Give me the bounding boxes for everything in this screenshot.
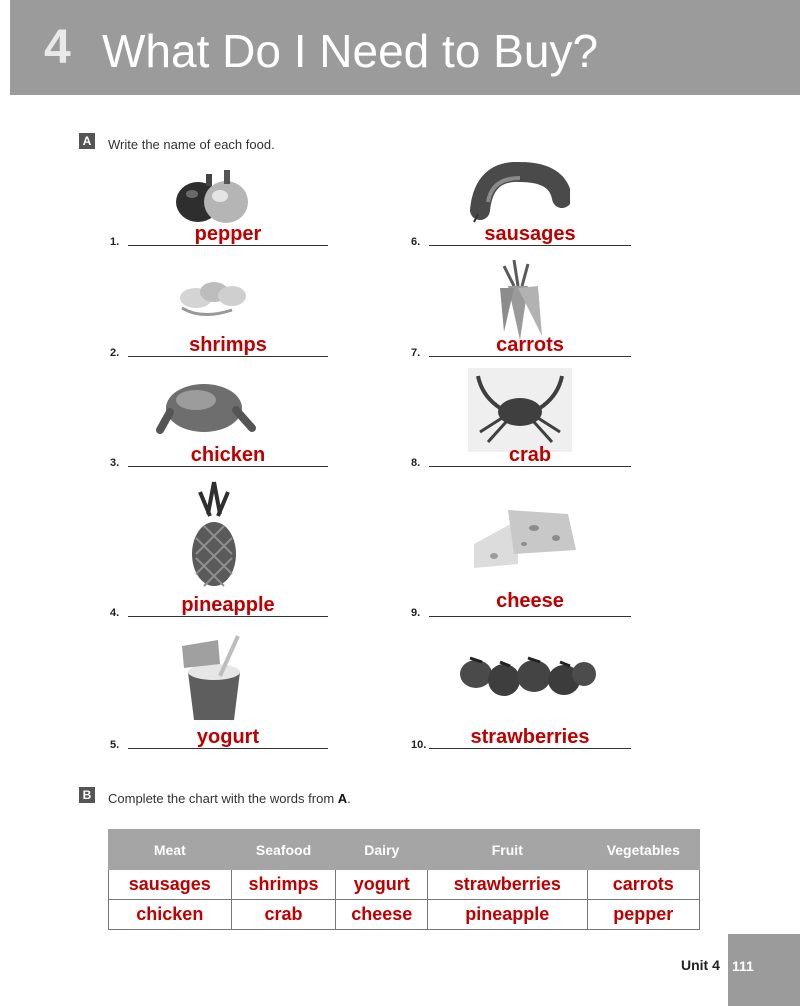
item-number: 2. <box>110 347 120 359</box>
table-cell[interactable]: shrimps <box>231 870 336 900</box>
table-cell[interactable]: crab <box>231 900 336 930</box>
food-category-chart <box>108 829 700 930</box>
crab-image <box>468 368 572 452</box>
answer-text[interactable]: pineapple <box>181 594 275 616</box>
footer-unit-label: Unit 4 <box>681 957 720 973</box>
item-number: 3. <box>110 457 120 469</box>
carrots-image <box>484 256 558 342</box>
table-cell[interactable]: pepper <box>587 900 699 930</box>
answer-text[interactable]: cheese <box>496 590 564 612</box>
item-number: 5. <box>110 739 120 751</box>
item-number: 7. <box>411 347 421 359</box>
page-number-box <box>728 934 800 1006</box>
answer-item-2 <box>110 334 328 359</box>
answer-item-1 <box>110 223 328 248</box>
chart-header-fruit: Fruit <box>428 830 588 870</box>
table-cell[interactable]: cheese <box>336 900 428 930</box>
section-b-badge: B <box>79 787 95 803</box>
unit-number: 4 <box>44 21 71 74</box>
table-cell[interactable]: chicken <box>109 900 232 930</box>
section-b-instruction <box>108 791 351 806</box>
section-b-instruction-text: Complete the chart with the words from <box>108 791 335 806</box>
item-number: 9. <box>411 607 421 619</box>
page-number: 111 <box>732 958 754 974</box>
roast-chicken-image <box>156 370 256 440</box>
page-header <box>10 0 800 95</box>
item-number: 10. <box>411 739 427 751</box>
strawberries-image <box>456 648 598 700</box>
bell-pepper-image <box>172 162 254 226</box>
chart-header-meat: Meat <box>109 830 232 870</box>
chart-header-vegetables: Vegetables <box>587 830 699 870</box>
answer-text[interactable]: chicken <box>190 444 266 466</box>
chart-header-row <box>109 830 700 870</box>
answer-item-6 <box>411 223 631 248</box>
answer-item-7 <box>411 334 631 359</box>
pineapple-image <box>186 478 242 590</box>
section-a-instruction: Write the name of each food. <box>108 137 275 152</box>
item-number: 1. <box>110 236 120 248</box>
answer-item-3 <box>110 444 328 469</box>
table-cell[interactable]: yogurt <box>336 870 428 900</box>
table-cell[interactable]: pineapple <box>428 900 588 930</box>
yogurt-cup-image <box>178 632 250 726</box>
answer-text[interactable]: crab <box>508 444 552 466</box>
section-b-instruction-end: . <box>347 791 351 806</box>
table-row <box>109 900 700 930</box>
chart-header-seafood: Seafood <box>231 830 336 870</box>
cheese-image <box>468 494 580 574</box>
section-b-instruction-ref: A <box>337 791 348 806</box>
table-row <box>109 870 700 900</box>
item-number: 6. <box>411 236 421 248</box>
section-a-badge: A <box>79 133 95 149</box>
page-title: What Do I Need to Buy? <box>102 25 599 77</box>
table-cell[interactable]: sausages <box>109 870 232 900</box>
table-cell[interactable]: strawberries <box>428 870 588 900</box>
answer-line <box>429 616 631 617</box>
answer-text[interactable]: carrots <box>496 334 564 356</box>
answer-text[interactable]: sausages <box>484 223 576 245</box>
item-number: 8. <box>411 457 421 469</box>
shrimp-image <box>172 268 254 324</box>
sausage-image <box>470 162 570 226</box>
item-number: 4. <box>110 607 120 619</box>
chart-header-dairy: Dairy <box>336 830 428 870</box>
answer-item-9 <box>411 590 631 619</box>
answer-text[interactable]: strawberries <box>470 726 590 748</box>
table-cell[interactable]: carrots <box>587 870 699 900</box>
answer-text[interactable]: shrimps <box>189 334 267 356</box>
answer-item-10 <box>411 726 631 751</box>
answer-text[interactable]: yogurt <box>196 726 260 748</box>
answer-item-8 <box>411 444 631 469</box>
answer-item-4 <box>110 594 328 619</box>
answer-item-5 <box>110 726 328 751</box>
answer-text[interactable]: pepper <box>194 223 262 245</box>
